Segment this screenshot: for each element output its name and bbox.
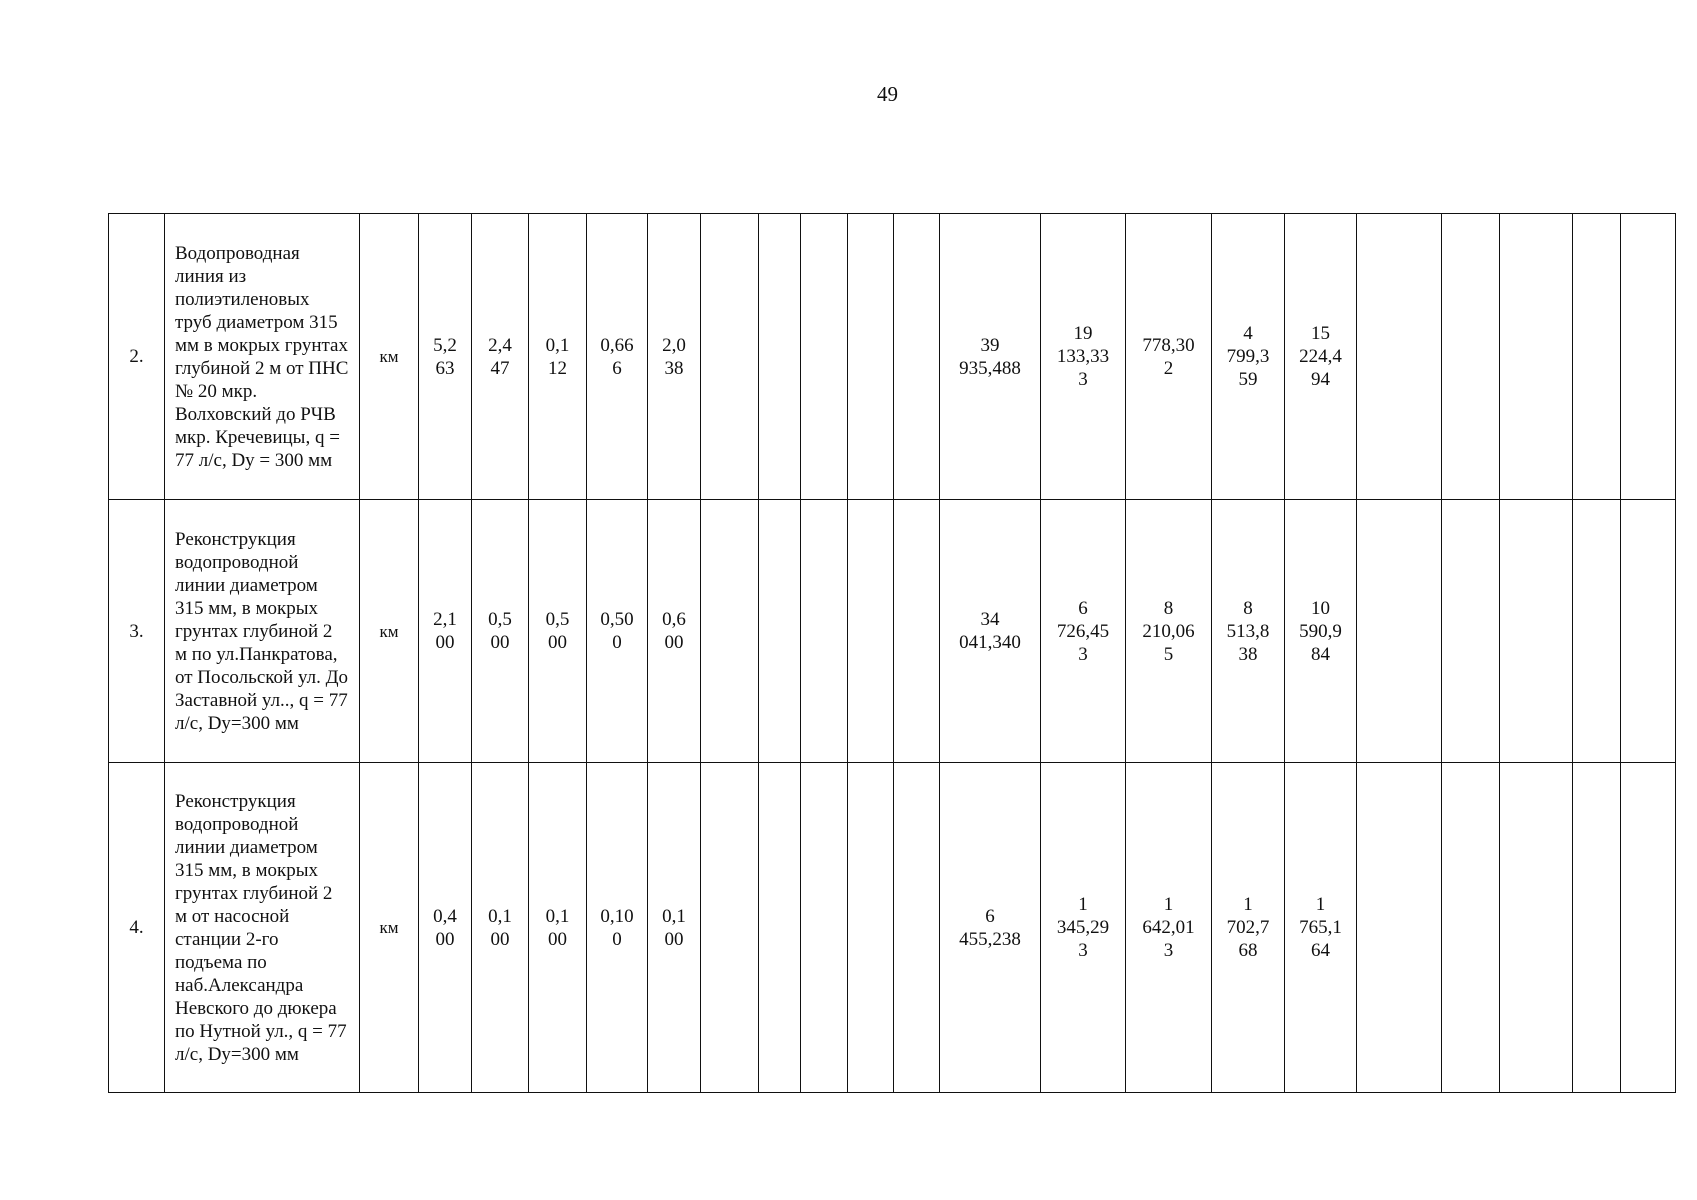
quantity-cell [419, 763, 472, 1093]
cost-value: 1 345,29 3 [1056, 894, 1110, 961]
empty-cell [1442, 214, 1500, 500]
row-description: Реконструкция водопроводной линии диаметром 315 мм, в мокрых грунтах глубиной 2 м от насосной станции 2-го подъема по наб.Александра Невского до дюкера по Нутной ул., q = 77 л/с, Dу=300 мм [165, 763, 360, 1093]
empty-cell [894, 214, 940, 500]
empty-cell [1573, 763, 1621, 1093]
row-unit: км [360, 500, 419, 763]
cost-cell [1126, 763, 1212, 1093]
empty-cell [1500, 763, 1573, 1093]
cost-cell [940, 500, 1041, 763]
quantity-value: 0,50 0 [600, 609, 634, 653]
quantity-cell [472, 500, 529, 763]
quantity-value: 0,5 00 [488, 609, 512, 653]
empty-cell [759, 214, 801, 500]
quantity-value: 0,1 00 [545, 905, 570, 950]
cost-value: 19 133,33 3 [1056, 323, 1110, 390]
cost-cell [1041, 763, 1126, 1093]
empty-cell [1621, 763, 1676, 1093]
empty-cell [1621, 500, 1676, 763]
cost-cell [1285, 214, 1357, 500]
empty-cell [848, 500, 894, 763]
row-number: 3. [109, 500, 165, 763]
quantity-value: 0,6 00 [662, 609, 686, 653]
empty-cell [894, 763, 940, 1093]
cost-cell [940, 214, 1041, 500]
quantity-cell [587, 214, 648, 500]
cost-value: 10 590,9 84 [1299, 597, 1342, 665]
empty-cell [848, 214, 894, 500]
row-number: 2. [109, 214, 165, 500]
quantity-value: 0,1 00 [488, 905, 512, 950]
empty-cell [1357, 763, 1442, 1093]
cost-cell [1041, 500, 1126, 763]
cost-value: 4 799,3 59 [1226, 323, 1270, 390]
empty-cell [848, 763, 894, 1093]
quantity-cell [419, 214, 472, 500]
cost-value: 8 513,8 38 [1226, 597, 1270, 665]
cost-cell [1212, 500, 1285, 763]
quantity-cell [529, 214, 587, 500]
quantity-cell [472, 763, 529, 1093]
row-description: Реконструкция водопроводной линии диаметром 315 мм, в мокрых грунтах глубиной 2 м по ул.Панкратова, от Посольской ул. До Заставной ул.., q = 77 л/с, Dу=300 мм [165, 500, 360, 763]
empty-cell [1500, 500, 1573, 763]
cost-cell [1126, 214, 1212, 500]
table-row [109, 214, 1676, 500]
empty-cell [1442, 500, 1500, 763]
quantity-value: 0,66 6 [600, 334, 634, 379]
empty-cell [801, 500, 848, 763]
quantity-cell [529, 763, 587, 1093]
empty-cell [701, 763, 759, 1093]
cost-cell [1212, 214, 1285, 500]
cost-value: 1 642,01 3 [1142, 894, 1195, 961]
quantity-value: 2,1 00 [433, 609, 457, 653]
quantity-value: 0,10 0 [600, 905, 634, 950]
quantity-value: 0,5 00 [545, 609, 570, 653]
cost-cell [940, 763, 1041, 1093]
empty-cell [1573, 214, 1621, 500]
cost-value: 1 765,1 64 [1299, 894, 1342, 961]
cost-cell [1285, 763, 1357, 1093]
quantity-cell [587, 763, 648, 1093]
empty-cell [701, 214, 759, 500]
table-row [109, 763, 1676, 1093]
empty-cell [1442, 763, 1500, 1093]
quantity-value: 0,1 00 [662, 905, 686, 950]
row-description: Водопроводная линия из полиэтиленовых труб диаметром 315 мм в мокрых грунтах глубиной 2 м от ПНС № 20 мкр. Волховский до РЧВ мкр. Кречевицы, q = 77 л/с, Dу = 300 мм [165, 214, 360, 500]
empty-cell [1573, 500, 1621, 763]
cost-value: 15 224,4 94 [1299, 323, 1342, 390]
cost-cell [1126, 500, 1212, 763]
empty-cell [1357, 500, 1442, 763]
cost-cell [1041, 214, 1126, 500]
quantity-value: 2,0 38 [662, 334, 686, 379]
empty-cell [701, 500, 759, 763]
empty-cell [1500, 214, 1573, 500]
empty-cell [1357, 214, 1442, 500]
empty-cell [759, 763, 801, 1093]
quantity-cell [648, 214, 701, 500]
table-row [109, 500, 1676, 763]
cost-value: 39 935,488 [959, 334, 1021, 379]
cost-value: 6 455,238 [959, 905, 1021, 950]
row-number: 4. [109, 763, 165, 1093]
row-unit: км [360, 763, 419, 1093]
empty-cell [801, 214, 848, 500]
empty-cell [1621, 214, 1676, 500]
quantity-value: 0,4 00 [433, 905, 457, 950]
quantity-cell [648, 500, 701, 763]
empty-cell [759, 500, 801, 763]
quantity-cell [419, 500, 472, 763]
quantity-cell [529, 500, 587, 763]
page-number: 49 [877, 82, 898, 106]
cost-value: 1 702,7 68 [1226, 894, 1270, 961]
investment-table [108, 213, 1676, 1093]
cost-value: 778,30 2 [1142, 334, 1195, 379]
quantity-value: 2,4 47 [488, 334, 512, 379]
quantity-cell [472, 214, 529, 500]
cost-value: 34 041,340 [959, 609, 1021, 653]
empty-cell [801, 763, 848, 1093]
cost-value: 8 210,06 5 [1142, 597, 1195, 665]
row-unit: км [360, 214, 419, 500]
cost-cell [1212, 763, 1285, 1093]
quantity-cell [587, 500, 648, 763]
quantity-value: 5,2 63 [433, 334, 457, 379]
quantity-cell [648, 763, 701, 1093]
cost-cell [1285, 500, 1357, 763]
quantity-value: 0,1 12 [545, 334, 570, 379]
empty-cell [894, 500, 940, 763]
cost-value: 6 726,45 3 [1056, 597, 1110, 665]
